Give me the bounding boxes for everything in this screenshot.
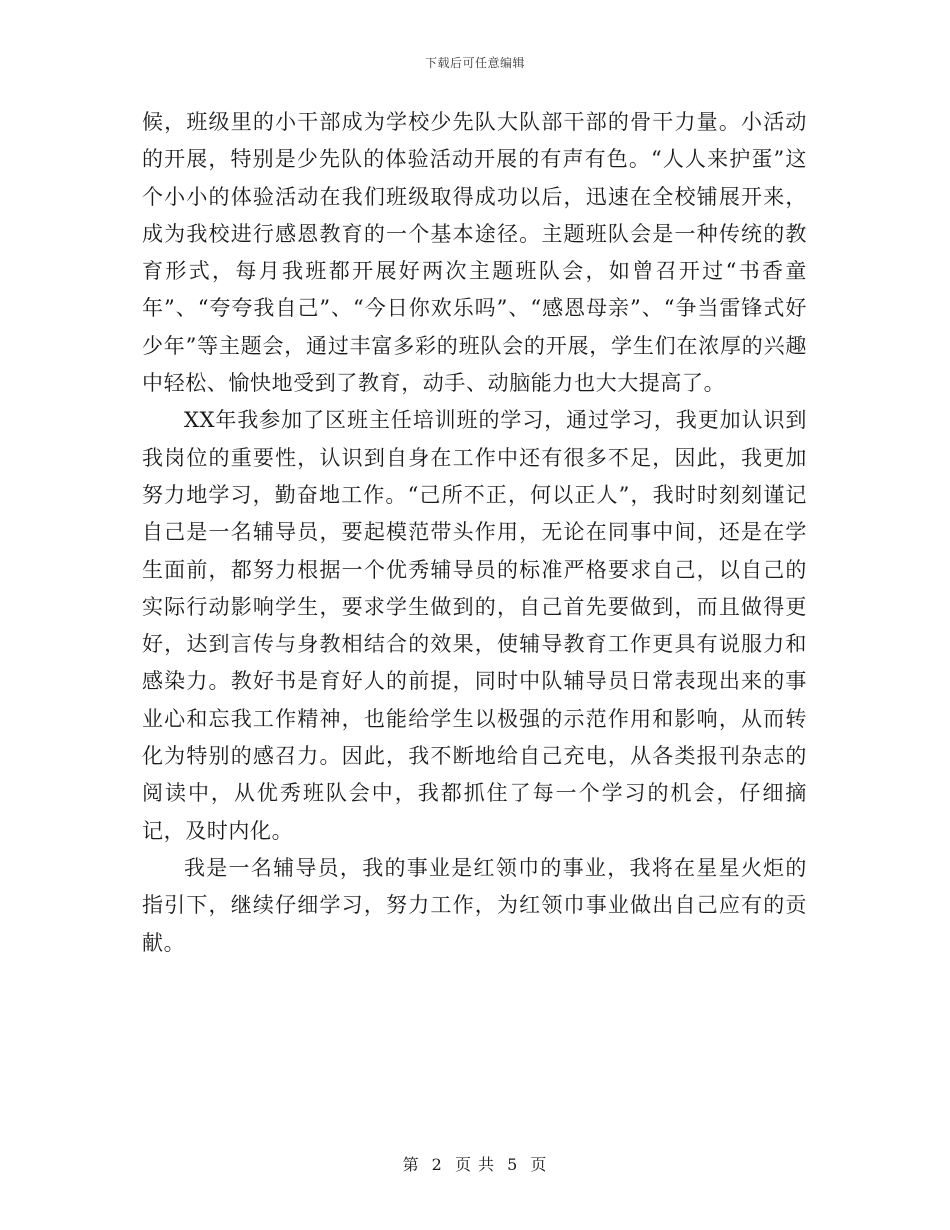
- page-footer: [0, 1152, 950, 1175]
- page-header: 下载后可任意编辑: [424, 56, 525, 70]
- document-body: [142, 104, 807, 962]
- footer-prefix: 第: [402, 1155, 420, 1174]
- footer-suffix: 页: [530, 1155, 548, 1174]
- footer-middle: 页 共: [454, 1155, 496, 1174]
- paragraph-continuation: 候，班级里的小干部成为学校少先队大队部干部的骨干力量。小活动的开展，特别是少先队的体验活动开展的有声有色。“人人来护蛋”这个小小的体验活动在我们班级取得成功以后，迅速在全校铺展开来，成为我校进行感恩教育的一个基本途径。主题班队会是一种传统的教育形式，每月我班都开展好两次主题班队会，如曾召开过“书香童年”、“夸夸我自己”、“今日你欢乐吗”、“感恩母亲”、“争当雷锋式好少年”等主题会，通过丰富多彩的班队会的开展，学生们在浓厚的兴趣中轻松、愉快地受到了教育，动手、动脑能力也大大提高了。: [142, 110, 807, 396]
- footer-current-page: 2: [431, 1155, 443, 1174]
- paragraph-training: XX年我参加了区班主任培训班的学习，通过学习，我更加认识到我岗位的重要性，认识到自身在工作中还有很多不足，因此，我更加努力地学习，勤奋地工作。“己所不正，何以正人”，我时时刻刻谨记自己是一名辅导员，要起模范带头作用，无论在同事中间，还是在学生面前，都努力根据一个优秀辅导员的标准严格要求自己，以自己的实际行动影响学生，要求学生做到的，自己首先要做到，而且做得更好，达到言传与身教相结合的效果，使辅导教育工作更具有说服力和感染力。教好书是育好人的前提，同时中队辅导员日常表现出来的事业心和忘我工作精神，也能给学生以极强的示范作用和影响，从而转化为特别的感召力。因此，我不断地给自己充电，从各类报刊杂志的阅读中，从优秀班队会中，我都抓住了每一个学习的机会，仔细摘记，及时内化。: [142, 408, 807, 843]
- paragraph-conclusion: 我是一名辅导员，我的事业是红领巾的事业，我将在星星火炬的指引下，继续仔细学习，努力工作，为红领巾事业做出自己应有的贡献。: [142, 855, 807, 955]
- footer-total-pages: 5: [507, 1155, 519, 1174]
